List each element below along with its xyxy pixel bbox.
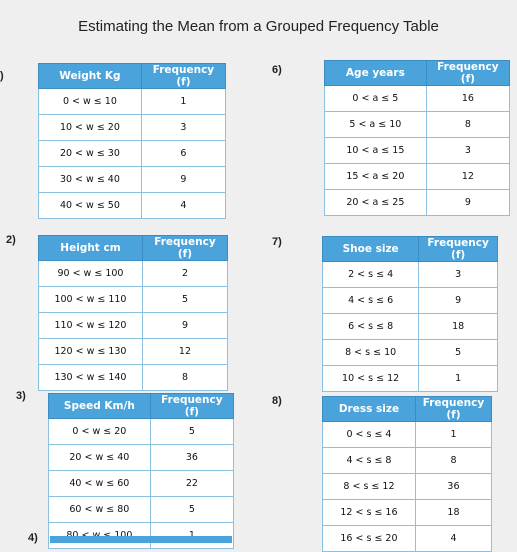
class-interval-cell: 0 < w ≤ 10 xyxy=(39,89,142,115)
table-row xyxy=(323,314,498,340)
table-row xyxy=(39,115,226,141)
frequency-cell: 5 xyxy=(419,340,498,366)
class-interval-cell: 120 < w ≤ 130 xyxy=(39,339,143,365)
frequency-cell: 2 xyxy=(142,261,227,287)
question-number: 8) xyxy=(272,395,282,407)
class-interval-cell: 4 < s ≤ 6 xyxy=(323,288,419,314)
frequency-cell: 9 xyxy=(419,288,498,314)
frequency-table-dress-size xyxy=(322,396,492,552)
frequency-cell: 36 xyxy=(150,445,233,471)
partial-table-header xyxy=(50,536,232,543)
frequency-table-height xyxy=(38,235,228,391)
question-number: 3) xyxy=(16,390,26,402)
frequency-header: Frequency (f) xyxy=(150,394,233,419)
class-interval-cell: 15 < a ≤ 20 xyxy=(325,164,427,190)
frequency-cell: 22 xyxy=(150,471,233,497)
class-interval-cell: 16 < s ≤ 20 xyxy=(323,526,416,552)
frequency-table-speed xyxy=(48,393,234,549)
frequency-cell: 12 xyxy=(142,339,227,365)
frequency-cell: 4 xyxy=(415,526,491,552)
class-interval-header: Speed Km/h xyxy=(49,394,151,419)
table-header-row xyxy=(39,64,226,89)
frequency-cell: 18 xyxy=(415,500,491,526)
class-interval-cell: 2 < s ≤ 4 xyxy=(323,262,419,288)
table-row xyxy=(323,474,492,500)
frequency-cell: 3 xyxy=(426,138,509,164)
frequency-cell: 8 xyxy=(142,365,227,391)
frequency-cell: 9 xyxy=(141,167,225,193)
frequency-header: Frequency (f) xyxy=(419,237,498,262)
table-row xyxy=(39,313,228,339)
table-row xyxy=(49,419,234,445)
frequency-header: Frequency (f) xyxy=(141,64,225,89)
table-row xyxy=(325,164,510,190)
table-row xyxy=(323,340,498,366)
table-header-row xyxy=(39,236,228,261)
class-interval-cell: 6 < s ≤ 8 xyxy=(323,314,419,340)
table-header-row xyxy=(323,237,498,262)
frequency-cell: 5 xyxy=(150,497,233,523)
frequency-cell: 1 xyxy=(141,89,225,115)
class-interval-cell: 5 < a ≤ 10 xyxy=(325,112,427,138)
frequency-cell: 9 xyxy=(142,313,227,339)
frequency-cell: 3 xyxy=(419,262,498,288)
grouped-frequency-table xyxy=(38,235,228,391)
question-number: 2) xyxy=(6,234,16,246)
frequency-cell: 5 xyxy=(142,287,227,313)
frequency-table-age xyxy=(324,60,510,216)
frequency-table-weight xyxy=(38,63,226,219)
question-number: ) xyxy=(0,70,4,82)
table-row xyxy=(323,262,498,288)
class-interval-cell: 12 < s ≤ 16 xyxy=(323,500,416,526)
table-row xyxy=(323,500,492,526)
class-interval-cell: 0 < a ≤ 5 xyxy=(325,86,427,112)
frequency-cell: 16 xyxy=(426,86,509,112)
frequency-cell: 4 xyxy=(141,193,225,219)
frequency-header: Frequency (f) xyxy=(426,61,509,86)
class-interval-cell: 10 < a ≤ 15 xyxy=(325,138,427,164)
frequency-header: Frequency (f) xyxy=(142,236,227,261)
class-interval-header: Weight Kg xyxy=(39,64,142,89)
question-number: 6) xyxy=(272,64,282,76)
table-row xyxy=(39,141,226,167)
frequency-header: Frequency (f) xyxy=(415,397,491,422)
table-row xyxy=(325,86,510,112)
table-row xyxy=(49,471,234,497)
frequency-cell: 8 xyxy=(426,112,509,138)
frequency-cell: 6 xyxy=(141,141,225,167)
table-header-row xyxy=(49,394,234,419)
table-row xyxy=(325,190,510,216)
frequency-cell: 5 xyxy=(150,419,233,445)
class-interval-cell: 10 < w ≤ 20 xyxy=(39,115,142,141)
frequency-cell: 3 xyxy=(141,115,225,141)
table-row xyxy=(39,261,228,287)
grouped-frequency-table xyxy=(322,236,498,392)
frequency-cell: 1 xyxy=(419,366,498,392)
table-row xyxy=(323,448,492,474)
class-interval-cell: 60 < w ≤ 80 xyxy=(49,497,151,523)
class-interval-cell: 0 < s ≤ 4 xyxy=(323,422,416,448)
table-row xyxy=(39,339,228,365)
table-row xyxy=(39,89,226,115)
table-row xyxy=(39,167,226,193)
class-interval-header: Shoe size xyxy=(323,237,419,262)
class-interval-cell: 8 < s ≤ 10 xyxy=(323,340,419,366)
table-row xyxy=(323,366,498,392)
class-interval-cell: 20 < w ≤ 40 xyxy=(49,445,151,471)
class-interval-header: Dress size xyxy=(323,397,416,422)
table-row xyxy=(323,422,492,448)
grouped-frequency-table xyxy=(48,393,234,549)
table-row xyxy=(325,138,510,164)
class-interval-cell: 30 < w ≤ 40 xyxy=(39,167,142,193)
table-row xyxy=(39,287,228,313)
table-row xyxy=(325,112,510,138)
class-interval-cell: 20 < a ≤ 25 xyxy=(325,190,427,216)
table-header-row xyxy=(325,61,510,86)
grouped-frequency-table xyxy=(324,60,510,216)
class-interval-cell: 90 < w ≤ 100 xyxy=(39,261,143,287)
table-row xyxy=(49,445,234,471)
class-interval-cell: 20 < w ≤ 30 xyxy=(39,141,142,167)
class-interval-cell: 40 < w ≤ 50 xyxy=(39,193,142,219)
frequency-cell: 18 xyxy=(419,314,498,340)
class-interval-cell: 8 < s ≤ 12 xyxy=(323,474,416,500)
class-interval-header: Age years xyxy=(325,61,427,86)
table-header-row xyxy=(323,397,492,422)
class-interval-cell: 40 < w ≤ 60 xyxy=(49,471,151,497)
grouped-frequency-table xyxy=(322,396,492,552)
grouped-frequency-table xyxy=(38,63,226,219)
question-number: 4) xyxy=(28,532,38,544)
class-interval-header: Height cm xyxy=(39,236,143,261)
table-row xyxy=(39,193,226,219)
class-interval-cell: 4 < s ≤ 8 xyxy=(323,448,416,474)
table-row xyxy=(323,288,498,314)
frequency-cell: 1 xyxy=(415,422,491,448)
class-interval-cell: 110 < w ≤ 120 xyxy=(39,313,143,339)
class-interval-cell: 0 < w ≤ 20 xyxy=(49,419,151,445)
frequency-table-shoe-size xyxy=(322,236,498,392)
question-number: 7) xyxy=(272,236,282,248)
frequency-cell: 36 xyxy=(415,474,491,500)
frequency-cell: 9 xyxy=(426,190,509,216)
table-row xyxy=(49,497,234,523)
class-interval-cell: 130 < w ≤ 140 xyxy=(39,365,143,391)
class-interval-cell: 100 < w ≤ 110 xyxy=(39,287,143,313)
class-interval-cell: 10 < s ≤ 12 xyxy=(323,366,419,392)
page-title: Estimating the Mean from a Grouped Frequency Table xyxy=(78,18,439,35)
table-row xyxy=(39,365,228,391)
table-row xyxy=(323,526,492,552)
frequency-cell: 12 xyxy=(426,164,509,190)
frequency-cell: 8 xyxy=(415,448,491,474)
